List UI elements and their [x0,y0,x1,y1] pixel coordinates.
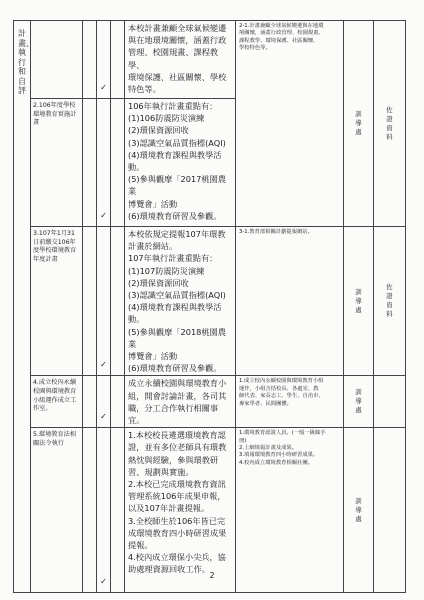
result-line: 學校特色等。 [239,45,271,52]
unit-cell [344,227,374,376]
description-line: (1)107防震防災演練 [128,265,205,276]
result-cell [236,21,344,227]
check-mark: ✓ [100,83,107,92]
description-line: 提報。 [128,540,153,551]
description-line: 環境保護、社區關懷、學校 [128,71,227,82]
result-cell [236,428,344,593]
item-cell [31,21,83,99]
description-line: (3)認識空氣品質指標(AQI) [128,290,226,301]
description-line: 助處理資源回收工作。 [128,564,210,575]
description-line: 動。 [128,162,145,173]
item-text: 2.106年度學校環境教育實施計畫 [33,102,77,127]
description-line: 3.全校師生於106年皆已完 [128,515,226,526]
unit-cell [344,376,374,428]
evidence-cell [374,376,406,428]
check-cell [97,21,111,99]
item-cell [31,227,83,376]
description-line: 4.校內成立環保小尖兵，協 [128,552,226,563]
check-cell [83,376,97,428]
check-cell [97,227,111,376]
table-row [14,21,406,99]
evidence-cell [374,21,406,227]
description-line: (2)環保資源回收 [128,277,189,288]
description-line: 特色等。 [128,84,161,95]
check-mark: ✓ [100,412,107,422]
result-line: 專家學者、民間團體。 [239,400,292,407]
evidence-cell [374,227,406,376]
description-line: 熱忱與經驗，參與環教研 [128,454,219,465]
item-text: 4.成立校內永續校園與環境教育小組運作成立工作室。 [33,379,77,413]
check-cell [111,376,125,428]
evaluation-table [13,20,406,593]
unit-cell [344,428,374,593]
check-cell [97,428,111,593]
result-line: 2.上網填報計畫及成果。 [239,445,298,452]
result-line: 運作，小組含括校長、各處室、教 [239,385,319,392]
description-cell [125,227,236,376]
description-line: (2)環保資源回收 [128,125,189,136]
description-line: 博覽會」活動 [128,351,178,362]
item-cell [31,376,83,428]
description-cell [125,376,236,428]
check-cell [83,428,97,593]
description-line: (5)參與觀摩「2018桃園農業 [128,326,226,349]
check-mark: ✓ [100,211,107,220]
description-cell [125,99,236,227]
description-line: 證，並有多位老師具有環教 [128,442,227,453]
table-row [14,376,406,428]
result-line: 2-1.計畫兼顧全球氣候變遷與在地環 [239,23,324,29]
description-line: (3)認識空氣品質指標(AQI) [128,137,226,148]
table-row [14,227,406,376]
description-line: (6)環境教育研習及參觀。 [128,210,222,221]
item-cell [31,428,83,593]
description-line: 與在地環境關懷，涵蓋行政 [128,35,227,46]
check-mark: ✓ [100,577,107,587]
description-line: 1.本校校長遴選環境教育認 [128,430,226,441]
description-line: 本校依規定提報107年環教 [128,229,226,239]
result-cell [236,227,344,376]
result-cell [236,376,344,428]
check-cell [111,21,125,99]
table-row [14,428,406,593]
check-mark: ✓ [100,360,107,370]
description-line: 動。 [128,314,145,325]
description-line: (6)環境教育研習及參觀。 [128,363,222,374]
evidence-label: 佐證資料 [386,105,393,141]
unit-label: 訓導處 [355,287,362,314]
unit-label: 訓導處 [355,496,362,523]
description-line: 習、規劃與實施。 [128,466,194,477]
result-line: 1.成立校內永續校園與環境教育小組 [239,378,324,385]
item-text: 5.環境教育法相關法令執行 [33,431,77,447]
result-line: 3-1.教育部相關計劃提報網站。 [239,229,313,235]
description-line: 計畫於網站。 [128,241,178,252]
check-cell [83,21,97,99]
result-line: 4.校內成立環境教育相關社團。 [239,459,313,466]
result-line: 1.環境教育認證人員。(一般一級綠手 [239,430,326,437]
description-line: 職，分工合作執行相關事宜。 [128,402,219,426]
evidence-label: 佐證資料 [386,283,393,319]
description-line: 107年執行計畫重點有： [128,253,218,264]
description-line: 成環境教育四小時研習成果 [128,527,227,538]
description-line: (4)環境教育課程與教學活 [128,149,222,160]
check-cell [83,227,97,376]
description-line: 管理系統106年成果申報， [128,491,226,502]
description-line: 本校計畫兼顧全球氣候變遷 [128,23,227,33]
description-line: 106年執行計畫重點有： [128,101,218,111]
check-cell [111,99,125,227]
result-line: 課程教學、環境保護、社區關懷、 [239,37,319,44]
description-line: 成立永續校園與環境教育小 [128,378,227,389]
description-cell [125,21,236,99]
result-line: 3.填報環境教育四小時研習成果。 [239,452,319,459]
unit-cell [344,21,374,227]
description-line: (4)環境教育課程與教學活 [128,302,222,313]
description-line: 管理、校園規畫、課程教學、 [128,47,219,70]
result-line: 冊) [239,437,247,444]
unit-label: 訓導處 [355,110,362,136]
description-line: 博覽會」活動 [128,198,178,209]
unit-label: 訓導處 [355,388,362,415]
description-line: (5)參與觀摩「2017桃園農業 [128,174,226,197]
check-cell [111,227,125,376]
description-line: 組，開會討論計畫，各司其 [128,390,227,401]
evidence-cell [374,428,406,593]
category-cell [14,21,34,593]
description-line: (1)106防震防災演練 [128,113,205,124]
page-number: 2 [209,571,215,580]
check-cell [111,428,125,593]
result-line: 師代表、家長志工、學生、自治市、 [239,393,324,400]
result-line: 境關懷，涵蓋行政管理、校園規畫、 [239,30,324,37]
item-cell [31,99,83,227]
description-line: 2.本校已完成環境教育資訊 [128,479,226,490]
check-cell [83,99,97,227]
check-cell [97,99,111,227]
description-line: 以及107年計畫提報。 [128,503,210,514]
description-cell [125,428,236,593]
category-label: 計畫、執行和自評 [18,29,34,95]
item-text: 3.107年1月31日前繳交106年度學校環境教育年度計畫 [33,230,77,263]
check-cell [97,376,111,428]
